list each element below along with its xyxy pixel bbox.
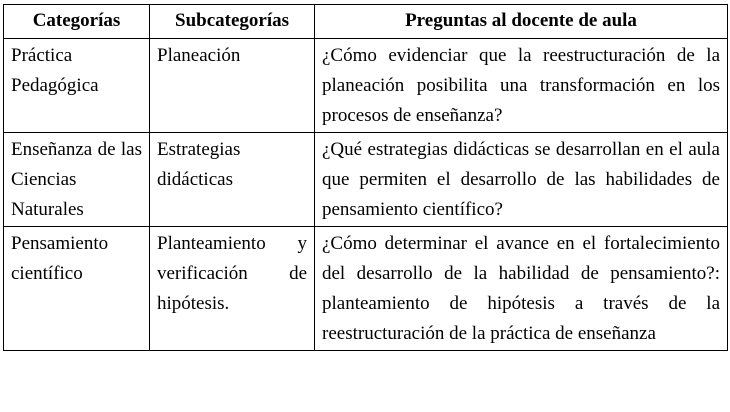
question-cell: ¿Qué estrategias didácticas se desarrollan en el aula que permiten el desarrollo de las habilidades de pensamiento científico? xyxy=(315,133,728,227)
question-cell: ¿Cómo evidenciar que la reestructuración de la planeación posibilita una transformación en los procesos de enseñanza? xyxy=(315,39,728,133)
header-subcategorias: Subcategorías xyxy=(150,5,315,39)
header-preguntas: Preguntas al docente de aula xyxy=(315,5,728,39)
table-row xyxy=(4,39,728,133)
subcategory-cell: Planeación xyxy=(150,39,315,133)
question-cell: ¿Cómo determinar el avance en el fortalecimiento del desarrollo de la habilidad de pensamiento?: planteamiento de hipótesis a través de la reestructuración de la práctica de enseñanza xyxy=(315,227,728,351)
category-cell: Enseñanza de las Ciencias Naturales xyxy=(4,133,150,227)
header-categorias: Categorías xyxy=(4,5,150,39)
table-row xyxy=(4,227,728,351)
categories-table xyxy=(3,4,728,351)
subcategory-cell: Estrategias didácticas xyxy=(150,133,315,227)
table-row xyxy=(4,133,728,227)
table-header xyxy=(4,5,728,39)
category-cell: Pensamiento científico xyxy=(4,227,150,351)
category-cell: Práctica Pedagógica xyxy=(4,39,150,133)
table-body xyxy=(4,39,728,351)
subcategory-cell: Planteamiento y verificación de hipótesis. xyxy=(150,227,315,351)
header-row xyxy=(4,5,728,39)
